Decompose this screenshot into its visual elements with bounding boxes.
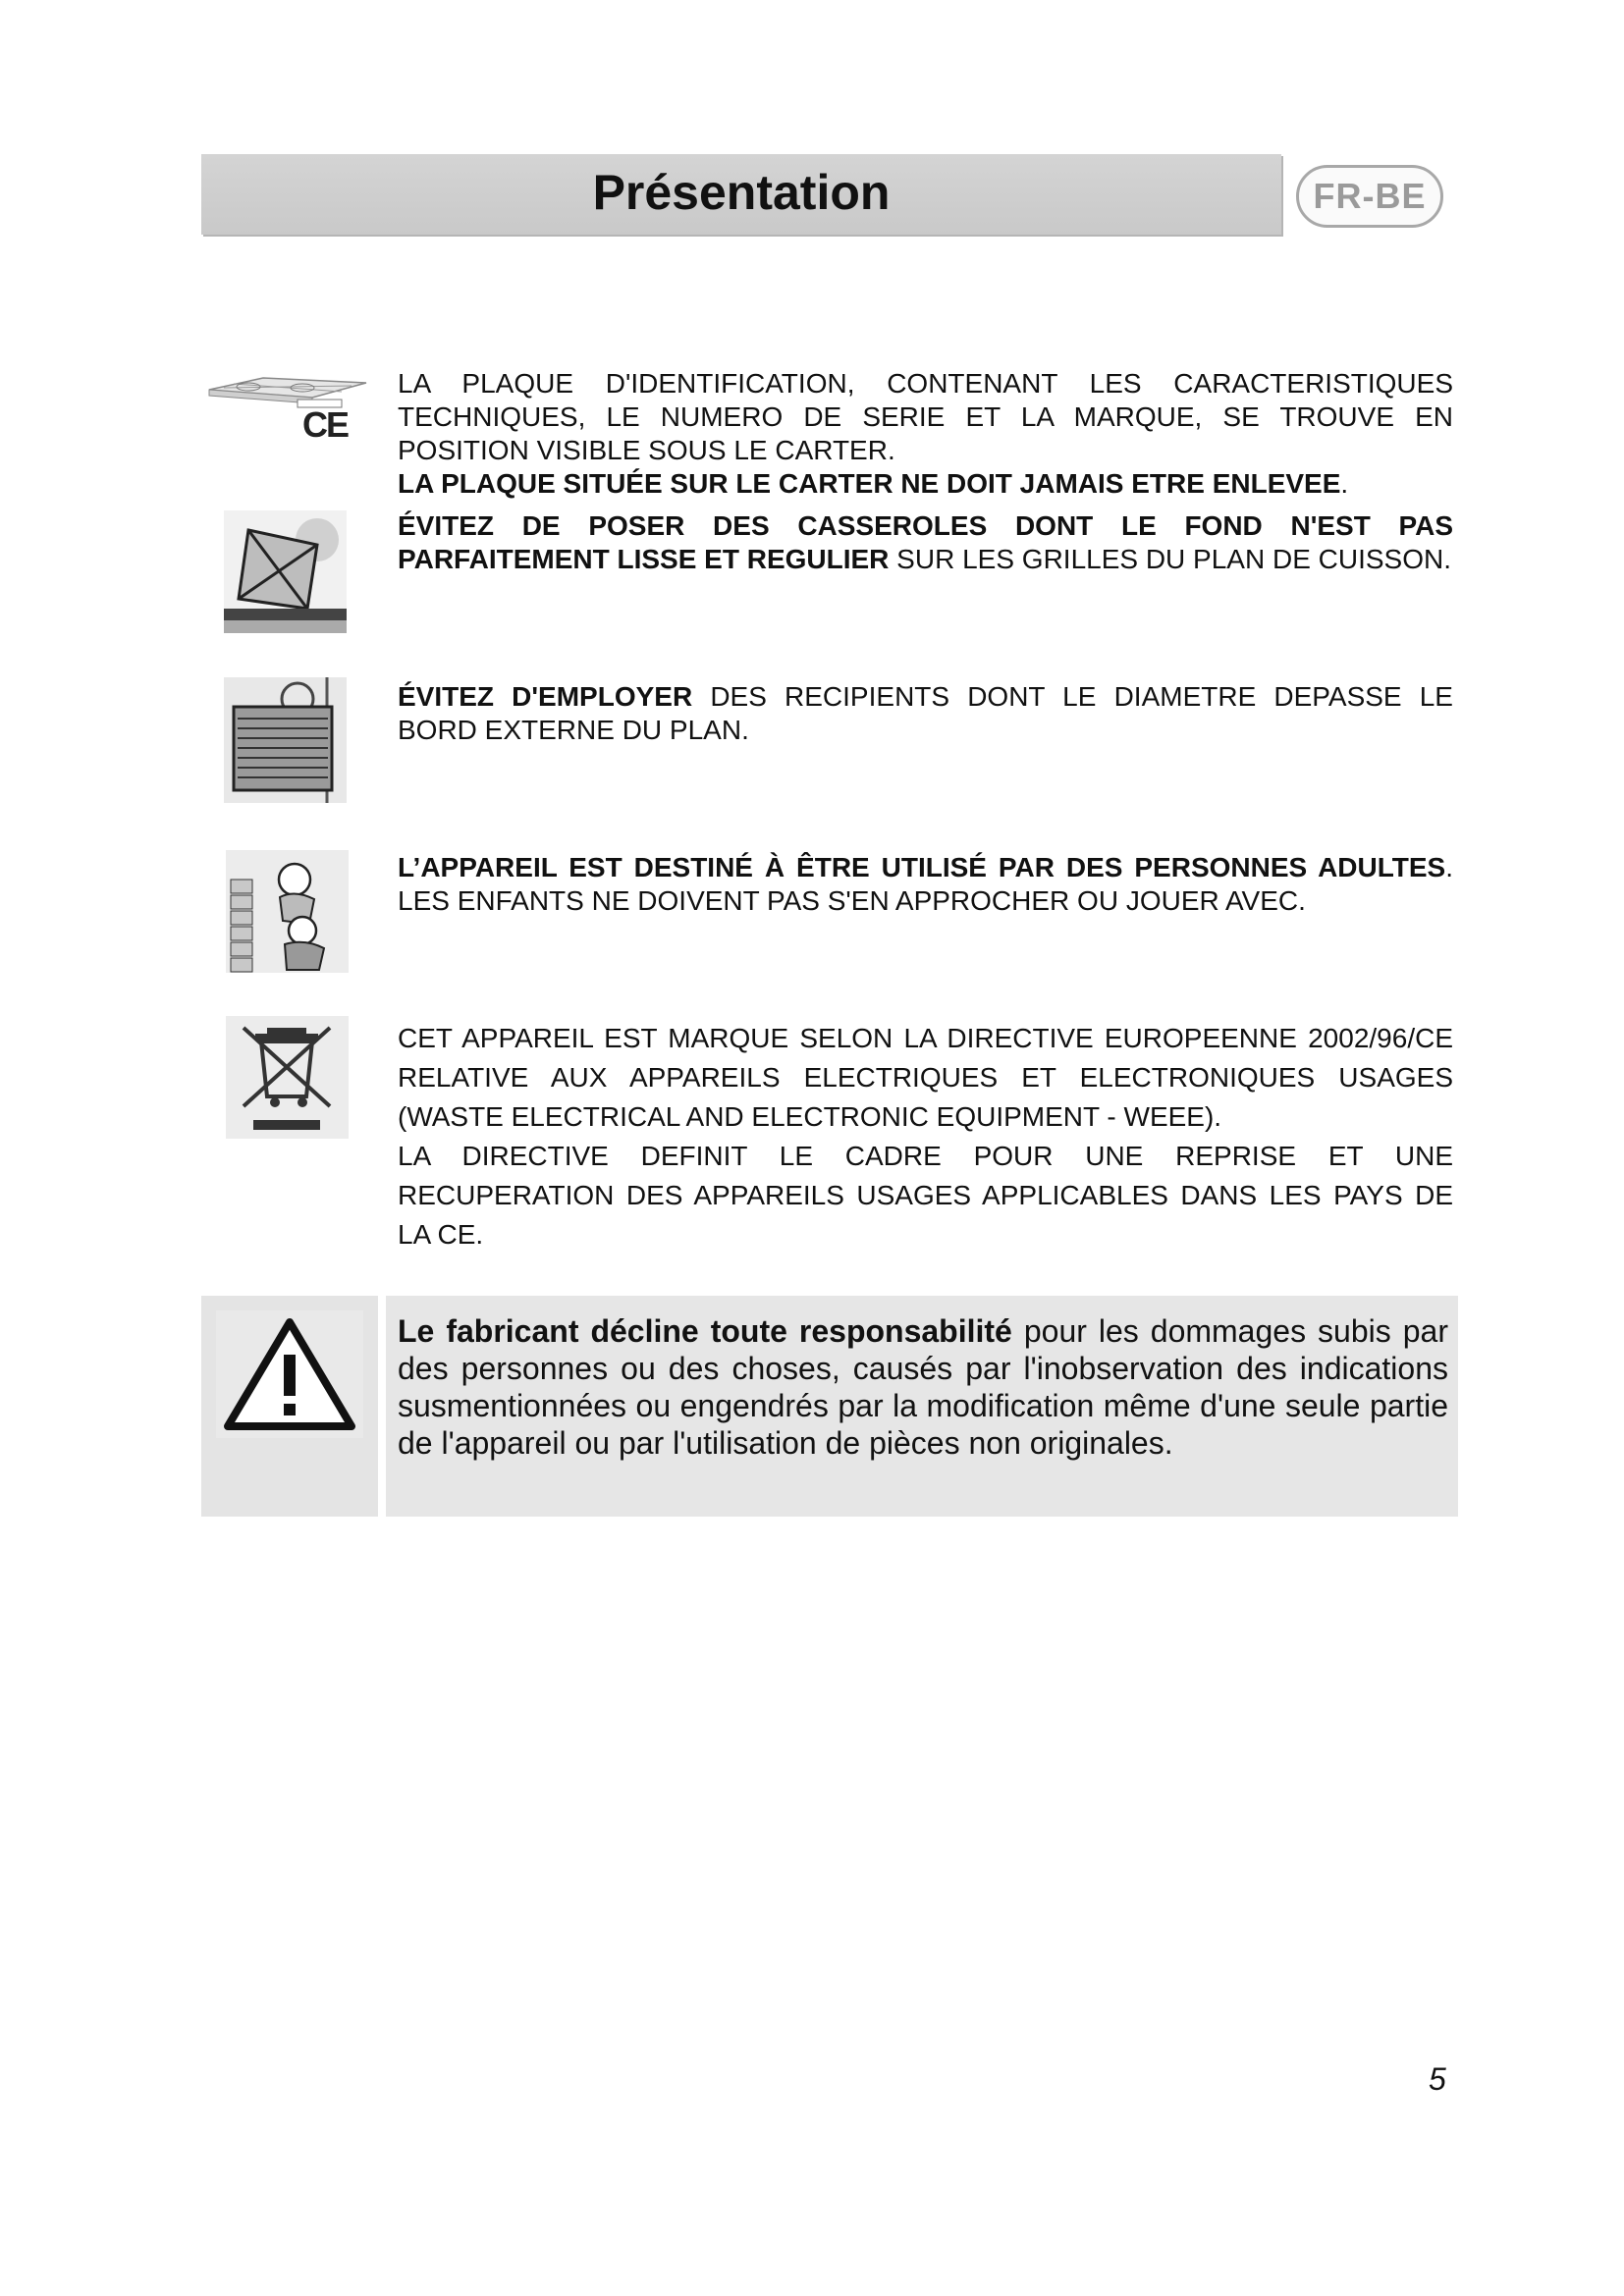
children-bold: L’APPAREIL EST DESTINÉ À ÊTRE UTILISÉ PAR DES PERSONNES ADULTES (398, 852, 1446, 882)
id-plate-bold: LA PLAQUE SITUÉE SUR LE CARTER NE DOIT JAMAIS ETRE ENLEVEE (398, 468, 1341, 499)
diameter-paragraph (398, 680, 1453, 747)
pans-rest: SUR LES GRILLES DU PLAN DE CUISSON. (889, 544, 1452, 574)
warning-rest: pour les dommages subis par des personnes ou des choses, causés par l'inobservation des indications susmentionnées ou engendrés par la modification même d'une seule partie de l'appareil ou par l'utilisation de pièces non originales. (398, 1313, 1449, 1461)
ce-mark: CE (302, 404, 349, 445)
warning-bold: Le fabricant décline toute responsabilité (398, 1313, 1012, 1349)
oversized-pan-icon (224, 677, 347, 803)
id-plate-text (398, 367, 1453, 501)
crossed-bin-icon (226, 1016, 349, 1139)
diameter-text (398, 680, 1453, 747)
weee-paragraph-2: LA DIRECTIVE DEFINIT LE CADRE POUR UNE REPRISE ET UNE RECUPERATION DES APPAREILS USAGES APPLICABLES DANS LES PAYS DE LA CE. (398, 1141, 1453, 1250)
warning-text (398, 1312, 1448, 1462)
page-number: 5 (1429, 2061, 1446, 2097)
pans-bold: ÉVITEZ DE POSER DES CASSEROLES DONT LE FOND N'EST PAS PARFAITEMENT LISSE ET REGULIER (398, 510, 1453, 574)
diameter-rest: DES RECIPIENTS DONT LE DIAMETRE DEPASSE LE BORD EXTERNE DU PLAN. (398, 681, 1453, 745)
uneven-pan-icon (224, 510, 347, 633)
pans-text (398, 509, 1453, 576)
weee-paragraph-1: CET APPAREIL EST MARQUE SELON LA DIRECTIVE EUROPEENNE 2002/96/CE RELATIVE AUX APPAREILS ELECTRIQUES ET ELECTRONIQUES USAGES (WASTE ELECTRICAL AND ELECTRONIC EQUIPMENT - WEEE). (398, 1023, 1453, 1132)
children-paragraph (398, 851, 1453, 918)
children-rest: . LES ENFANTS NE DOIVENT PAS S'EN APPROCHER OU JOUER AVEC. (398, 852, 1453, 916)
warning-icon-panel (201, 1296, 378, 1517)
id-plate-warning (398, 467, 1453, 501)
header-bar (201, 154, 1281, 235)
children-text (398, 851, 1453, 918)
pans-paragraph (398, 509, 1453, 576)
language-badge: FR-BE (1296, 165, 1443, 228)
children-warning-icon (226, 850, 349, 973)
id-plate-paragraph: LA PLAQUE D'IDENTIFICATION, CONTENANT LES CARACTERISTIQUES TECHNIQUES, LE NUMERO DE SERIE ET LA MARQUE, SE TROUVE EN POSITION VISIBLE SOUS LE CARTER. (398, 368, 1453, 465)
weee-text (398, 1019, 1453, 1255)
id-plate-bold-suffix: . (1340, 468, 1349, 499)
warning-triangle-icon (216, 1310, 363, 1438)
diameter-bold: ÉVITEZ D'EMPLOYER (398, 681, 693, 712)
page-title: Présentation (592, 165, 891, 220)
